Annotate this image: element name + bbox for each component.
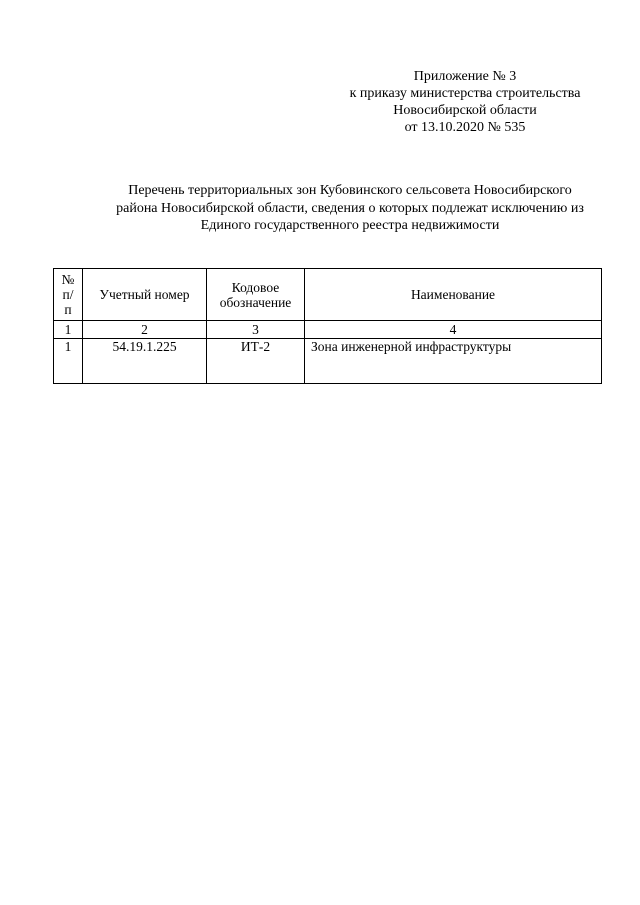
header-number-line: п — [64, 302, 72, 317]
table-index-row — [54, 321, 602, 339]
appendix-order-ref: к приказу министерства строительства — [349, 86, 581, 101]
title-line-1: Перечень территориальных зон Кубовинского сельсовета Новосибирского — [128, 183, 572, 198]
appendix-header — [300, 68, 630, 136]
row-zone-name: Зона инженерной инфраструктуры — [305, 339, 602, 384]
title-line-3: Единого государственного реестра недвижимости — [200, 218, 500, 233]
header-code-line: Кодовое — [231, 279, 280, 295]
zones-table — [53, 268, 602, 384]
index-cell: 2 — [83, 321, 207, 339]
appendix-region: Новосибирской области — [393, 103, 537, 118]
header-number-line: п/ — [62, 287, 74, 302]
header-code — [207, 269, 305, 321]
table-header-row — [54, 269, 602, 321]
appendix-date: от 13.10.2020 № 535 — [404, 120, 526, 135]
header-code-line: обозначение — [219, 294, 292, 310]
header-name: Наименование — [305, 269, 602, 321]
row-account-number: 54.19.1.225 — [83, 339, 207, 384]
index-cell: 4 — [305, 321, 602, 339]
index-cell: 1 — [54, 321, 83, 339]
document-title — [70, 182, 630, 235]
appendix-number: Приложение № 3 — [413, 69, 517, 84]
header-number — [54, 269, 83, 321]
header-number-line: № — [61, 272, 75, 287]
table-row — [54, 339, 602, 384]
index-cell: 3 — [207, 321, 305, 339]
row-number: 1 — [54, 339, 83, 384]
title-line-2: района Новосибирской области, сведения о которых подлежат исключению из — [116, 200, 584, 216]
row-code: ИТ-2 — [207, 339, 305, 384]
header-account-number: Учетный номер — [83, 269, 207, 321]
